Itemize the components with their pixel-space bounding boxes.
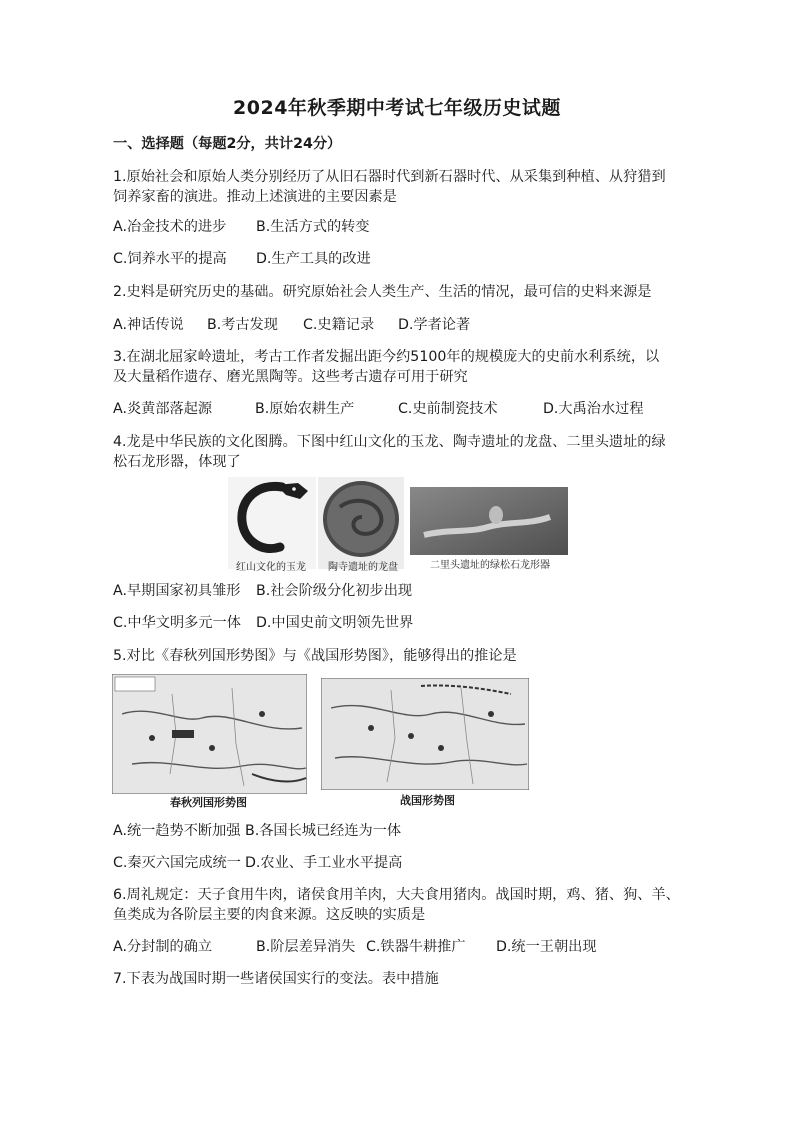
q1-option-a: A.冶金技术的进步 bbox=[113, 219, 227, 235]
q5-option-c: C.秦灭六国完成统一 bbox=[113, 855, 241, 871]
q1-option-d: D.生产工具的改进 bbox=[256, 251, 371, 267]
q6-option-a: A.分封制的确立 bbox=[113, 939, 213, 955]
q3-option-a: A.炎黄部落起源 bbox=[113, 401, 213, 417]
q6-option-b: B.阶层差异消失 bbox=[256, 939, 356, 955]
question-5-stem: 5.对比《春秋列国形势图》与《战国形势图》，能够得出的推论是 bbox=[113, 648, 517, 664]
question-4-stem: 4.龙是中华民族的文化图腾。下图中红山文化的玉龙、陶寺遗址的龙盘、二里头遗址的绿 bbox=[113, 434, 666, 450]
q1-option-c: C.饲养水平的提高 bbox=[113, 251, 227, 267]
q4-caption-3: 二里头遗址的绿松石龙形器 bbox=[430, 560, 550, 571]
question-3-stem-cont: 及大量稻作遗存、磨光黑陶等。这些考古遗存可用于研究 bbox=[113, 369, 468, 385]
q2-option-d: D.学者论著 bbox=[398, 317, 471, 333]
question-1-stem-cont: 饲养家畜的演进。推动上述演进的主要因素是 bbox=[113, 189, 397, 205]
map-2-caption: 战国形势图 bbox=[400, 794, 455, 807]
q2-option-a: A.神话传说 bbox=[113, 317, 184, 333]
q5-option-a: A.统一趋势不断加强 bbox=[113, 823, 241, 839]
q5-option-d: D.农业、手工业水平提高 bbox=[245, 855, 403, 871]
question-7-stem: 7.下表为战国时期一些诸侯国实行的变法。表中措施 bbox=[113, 971, 439, 987]
q1-option-b: B.生活方式的转变 bbox=[256, 219, 370, 235]
spring-autumn-map bbox=[112, 674, 307, 794]
question-4-stem-cont: 松石龙形器，体现了 bbox=[113, 454, 241, 470]
q4-option-d: D.中国史前文明领先世界 bbox=[256, 615, 414, 631]
q2-option-b: B.考古发现 bbox=[207, 317, 278, 333]
question-6-stem-cont: 鱼类成为各阶层主要的肉食来源。这反映的实质是 bbox=[113, 907, 426, 923]
question-1-stem: 1.原始社会和原始人类分别经历了从旧石器时代到新石器时代、从采集到种植、从狩猎到 bbox=[113, 169, 666, 185]
section-heading: 一、选择题（每题2分，共计24分） bbox=[113, 136, 342, 152]
q4-caption-2: 陶寺遗址的龙盘 bbox=[328, 562, 398, 573]
q4-caption-1: 红山文化的玉龙 bbox=[236, 562, 306, 573]
q2-option-c: C.史籍记录 bbox=[303, 317, 375, 333]
page-title: 2024年秋季期中考试七年级历史试题 bbox=[233, 97, 561, 119]
warring-states-map bbox=[321, 678, 529, 790]
q4-option-c: C.中华文明多元一体 bbox=[113, 615, 241, 631]
q3-option-c: C.史前制瓷技术 bbox=[398, 401, 498, 417]
question-6-stem: 6.周礼规定：天子食用牛肉，诸侯食用羊肉，大夫食用猪肉。战国时期，鸡、猪、狗、羊、 bbox=[113, 887, 680, 903]
q6-option-d: D.统一王朝出现 bbox=[496, 939, 597, 955]
q3-option-b: B.原始农耕生产 bbox=[255, 401, 355, 417]
question-2-stem: 2.史料是研究历史的基础。研究原始社会人类生产、生活的情况，最可信的史料来源是 bbox=[113, 284, 652, 300]
map-1-caption: 春秋列国形势图 bbox=[170, 796, 247, 809]
q3-option-d: D.大禹治水过程 bbox=[543, 401, 644, 417]
q4-option-a: A.早期国家初具雏形 bbox=[113, 583, 241, 599]
q6-option-c: C.铁器牛耕推广 bbox=[366, 939, 466, 955]
q5-option-b: B.各国长城已经连为一体 bbox=[245, 823, 402, 839]
question-3-stem: 3.在湖北屈家岭遗址，考古工作者发掘出距今约5100年的规模庞大的史前水利系统，以 bbox=[113, 349, 660, 365]
q4-option-b: B.社会阶级分化初步出现 bbox=[256, 583, 413, 599]
